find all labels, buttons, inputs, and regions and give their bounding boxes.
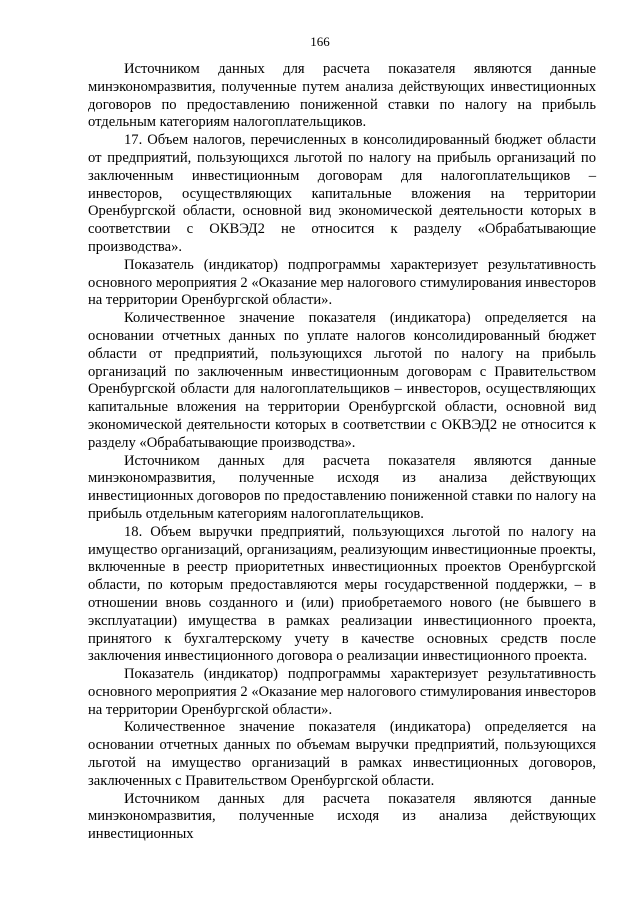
paragraph-indicator-description-1: Показатель (индикатор) подпрограммы характеризует результативность основного мероприятия 2 «Оказание мер налогового стимулирования инвесторов на территории Оренбургской области». xyxy=(88,256,596,309)
paragraph-source-tax-profit-2: Источником данных для расчета показателя являются данные минэкономразвития, полученные исходя из анализа действующих инвестиционных договоров по предоставлению пониженной ставки по налогу на прибыль отдельным категориям налогоплательщиков. xyxy=(88,452,596,522)
paragraph-indicator-17: 17. Объем налогов, перечисленных в консолидированный бюджет области от предприятий, пользующихся льготой по налогу на прибыль организаций по заключенным инвестиционным договорам для налогоплательщиков – инвесторов, осуществляющих капитальные вложения на территории Оренбургской области, основной вид экономической деятельности которых в соответствии с ОКВЭД2 не относится к разделу «Обрабатывающие производства». xyxy=(88,132,596,255)
paragraph-quantitative-value-1: Количественное значение показателя (индикатора) определяется на основании отчетных данных по уплате налогов консолидированный бюджет области от предприятий, пользующихся льготой по налогу на прибыль организаций по заключенным инвестиционным договорам с Правительством Оренбургской области для налогоплательщиков – инвесторов, осуществляющих капитальные вложения на территории Оренбургской области, основной вид экономической деятельности которых в соответствии с ОКВЭД2 не относится к разделу «Обрабатывающие производства». xyxy=(88,310,596,451)
paragraph-indicator-description-2: Показатель (индикатор) подпрограммы характеризует результативность основного мероприятия 2 «Оказание мер налогового стимулирования инвесторов на территории Оренбургской области». xyxy=(88,666,596,718)
page-number: 166 xyxy=(310,34,330,49)
paragraph-source-continued: Источником данных для расчета показателя являются данные минэкономразвития, полученные исходя из анализа действующих инвестиционных xyxy=(88,790,596,843)
paragraph-indicator-18: 18. Объем выручки предприятий, пользующихся льготой по налогу на имущество организаций, организациям, реализующим инвестиционные проекты, включенные в реестр приоритетных инвестиционных проектов Оренбургской области, по которым предоставляются меры государственной поддержки, – в отношении вновь созданного и (или) приобретаемого нового (не бывшего в эксплуатации) имущества в рамках реализации инвестиционного проекта, принятого к бухгалтерскому учету в качестве основных средств после заключения инвестиционного договора о реализации инвестиционного проекта. xyxy=(88,523,596,665)
document-body xyxy=(88,61,596,844)
paragraph-source-tax-profit-1: Источником данных для расчета показателя являются данные минэкономразвития, полученные путем анализа действующих инвестиционных договоров по предоставлению пониженной ставки по налогу на прибыль отдельным категориям налогоплательщиков. xyxy=(88,61,596,131)
paragraph-quantitative-value-2: Количественное значение показателя (индикатора) определяется на основании отчетных данных по объемам выручки предприятий, пользующихся льготой на имущество организаций в рамках инвестиционных договоров, заключенных с Правительством Оренбургской области. xyxy=(88,719,596,789)
